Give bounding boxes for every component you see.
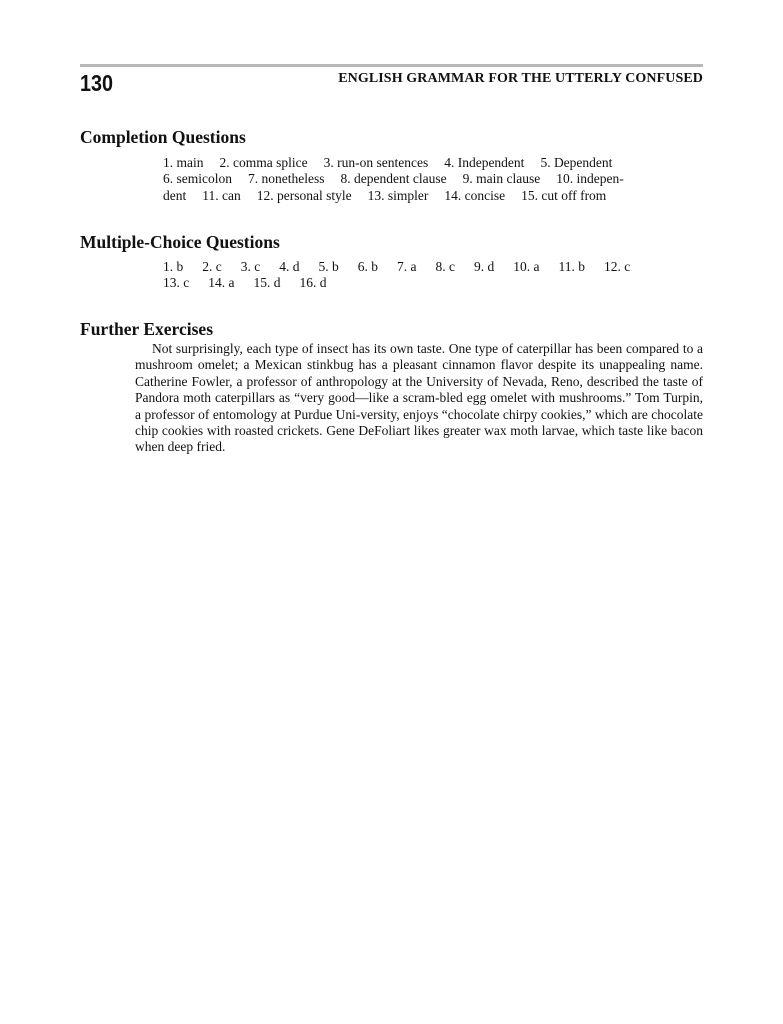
answer-item: 5. Dependent — [540, 155, 613, 170]
multiple-choice-heading: Multiple-Choice Questions — [80, 232, 280, 252]
answer-item: 4. Independent — [444, 155, 525, 170]
answer-item: 11. can — [202, 187, 241, 203]
answer-item: 2. comma splice — [219, 155, 308, 170]
answer-item: 2. c — [202, 259, 222, 274]
answer-item: 8. dependent clause — [340, 171, 447, 187]
answer-item: 7. a — [397, 259, 417, 274]
answer-item: 11. b — [558, 259, 585, 274]
answer-item: 13. simpler — [367, 187, 429, 203]
answer-item: dent — [163, 187, 187, 203]
answer-item: 4. d — [279, 259, 300, 274]
answer-item: 7. nonetheless — [248, 171, 325, 187]
answer-item: 9. d — [474, 259, 495, 274]
answer-item: 5. b — [318, 259, 339, 274]
answer-item: 15. cut off from — [521, 187, 607, 203]
answer-item: 12. personal style — [256, 187, 352, 203]
answer-item: 6. semicolon — [163, 171, 232, 187]
further-exercises-heading: Further Exercises — [80, 319, 214, 339]
answer-line — [163, 275, 703, 291]
answer-line — [163, 171, 703, 187]
answer-item: 13. c — [163, 275, 190, 291]
answer-item: 10. a — [513, 259, 540, 274]
answer-line — [163, 188, 703, 204]
answer-item: 15. d — [253, 275, 281, 291]
answer-item: 10. indepen- — [556, 171, 624, 187]
answer-item: 8. c — [435, 259, 455, 274]
header-rule — [80, 64, 703, 67]
answer-item: 9. main clause — [462, 171, 541, 187]
answer-item: 1. main — [163, 155, 204, 170]
answer-item: 14. concise — [444, 187, 506, 203]
answer-item: 14. a — [208, 275, 235, 291]
multiple-choice-answers — [163, 259, 703, 292]
answer-item: 3. run-on sentences — [323, 155, 429, 170]
answer-item: 12. c — [604, 259, 631, 274]
page-number: 130 — [80, 70, 114, 96]
running-head: ENGLISH GRAMMAR FOR THE UTTERLY CONFUSED — [338, 71, 703, 86]
further-exercises-paragraph: Not surprisingly, each type of insect has its own taste. One type of caterpillar has been compared to a mushroom omelet; a Mexican stinkbug has a pleasant cinnamon flavor despite its unappealing name. Catherine Fowler, a professor of anthropology at the University of Nevada, Reno, described the taste of Pandora moth caterpillars as “very good—like a scram-bled egg omelet with mushrooms.” Tom Turpin, a professor of entomology at Purdue Uni-versity, enjoys “chocolate chirpy cookies,” which are chocolate chip cookies with roasted crickets. Gene DeFoliart likes greater wax moth larvae, which taste like bacon when deep fried. — [135, 341, 703, 455]
answer-line — [163, 259, 703, 275]
answer-item: 3. c — [240, 259, 261, 274]
answer-item: 1. b — [163, 259, 184, 274]
answer-line — [163, 155, 703, 171]
completion-answers — [163, 155, 703, 204]
answer-item: 16. d — [299, 275, 327, 291]
completion-questions-heading: Completion Questions — [80, 127, 246, 147]
answer-item: 6. b — [357, 259, 378, 274]
